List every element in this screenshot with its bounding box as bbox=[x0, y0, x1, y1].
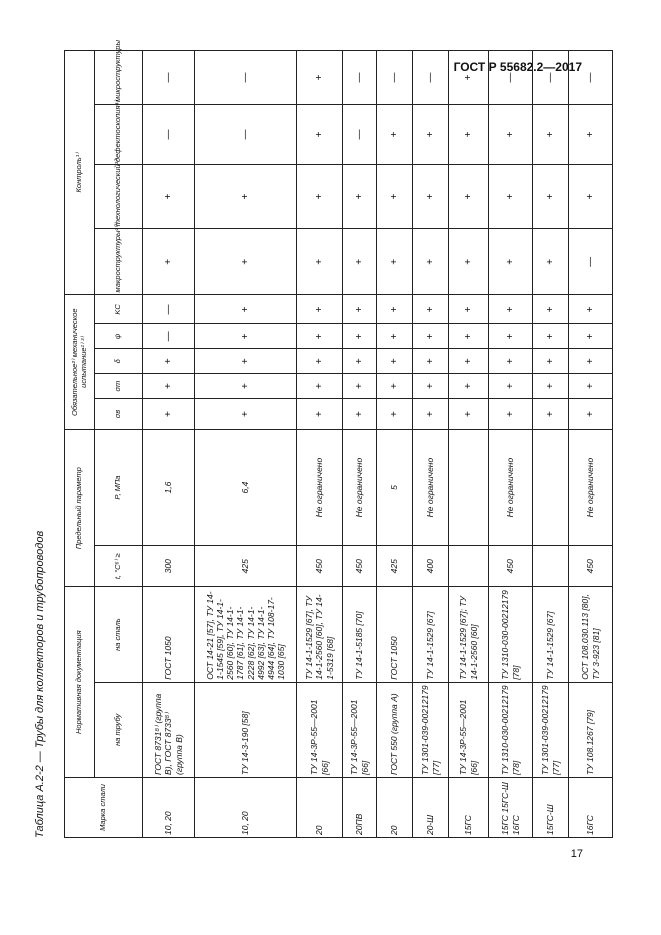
cell-macro: + bbox=[377, 229, 413, 295]
cell-pipe: ТУ 1301-039-00212179 [77] bbox=[413, 682, 449, 777]
cell-pipe: ТУ 1301-039-00212179 [77] bbox=[533, 682, 569, 777]
cell-psi: — bbox=[143, 324, 195, 349]
col-t-header: t, °C⁶⁾ ≥ bbox=[95, 546, 143, 587]
cell-defect: + bbox=[489, 104, 533, 164]
cell-p: Не ограничено bbox=[413, 430, 449, 546]
cell-defect: + bbox=[569, 104, 613, 164]
cell-psi: + bbox=[195, 324, 297, 349]
cell-pipe: ТУ 14-3Р-55—2001 [66] bbox=[343, 682, 377, 777]
cell-steel: ГОСТ 1050 bbox=[377, 587, 413, 682]
cell-t: 450 bbox=[297, 546, 343, 587]
col-ks-header: KC bbox=[95, 295, 143, 324]
cell-p: 6,4 bbox=[195, 430, 297, 546]
cell-psi: + bbox=[377, 324, 413, 349]
cell-grade: 15ГС-Ш bbox=[533, 777, 569, 837]
table-caption: Таблица А.2-2 — Трубы для коллекторов и трубопроводов bbox=[34, 530, 46, 838]
cell-t: 300 bbox=[143, 546, 195, 587]
cell-ks: + bbox=[449, 295, 489, 324]
cell-defect: — bbox=[143, 104, 195, 164]
cell-grade: 10, 20 bbox=[195, 777, 297, 837]
cell-tech: + bbox=[297, 165, 343, 229]
cell-steel: ТУ 14-1-1529 [67], ТУ 14-1-2560 [60], ТУ 14-1-5319 [68] bbox=[297, 587, 343, 682]
cell-defect: + bbox=[413, 104, 449, 164]
cell-defect: + bbox=[449, 104, 489, 164]
cell-micro: — bbox=[569, 51, 613, 105]
cell-steel: ТУ 14-1-1529 [67] bbox=[533, 587, 569, 682]
cell-macro: + bbox=[297, 229, 343, 295]
cell-micro: — bbox=[343, 51, 377, 105]
cell-d: + bbox=[195, 349, 297, 374]
cell-micro: — bbox=[489, 51, 533, 105]
cell-defect: + bbox=[377, 104, 413, 164]
cell-sb: + bbox=[569, 399, 613, 430]
cell-micro: — bbox=[377, 51, 413, 105]
cell-d: + bbox=[413, 349, 449, 374]
table-row bbox=[449, 51, 489, 838]
cell-p: Не ограничено bbox=[343, 430, 377, 546]
cell-d: + bbox=[533, 349, 569, 374]
cell-st: + bbox=[143, 374, 195, 399]
cell-tech: + bbox=[449, 165, 489, 229]
cell-defect: — bbox=[195, 104, 297, 164]
col-norm-doc-header: Нормативная документация bbox=[65, 587, 95, 778]
cell-grade: 16ГС bbox=[569, 777, 613, 837]
table-row bbox=[413, 51, 449, 838]
cell-pipe: ТУ 14-3Р-55—2001 [66] bbox=[297, 682, 343, 777]
cell-st: + bbox=[377, 374, 413, 399]
cell-tech: + bbox=[489, 165, 533, 229]
document-id: ГОСТ Р 55682.2—2017 bbox=[453, 60, 582, 74]
cell-pipe: ТУ 14-3Р-55—2001 [66] bbox=[449, 682, 489, 777]
table-row bbox=[489, 51, 533, 838]
col-micro-header: микроструктуры bbox=[95, 51, 143, 105]
cell-psi: + bbox=[343, 324, 377, 349]
cell-grade: 10, 20 bbox=[143, 777, 195, 837]
cell-micro: + bbox=[449, 51, 489, 105]
col-d-header: δ bbox=[95, 349, 143, 374]
cell-ks: + bbox=[533, 295, 569, 324]
cell-tech: + bbox=[195, 165, 297, 229]
col-p-header: P, МПа bbox=[95, 430, 143, 546]
cell-pipe: ТУ 1310-030-00212179 [78] bbox=[489, 682, 533, 777]
cell-micro: + bbox=[297, 51, 343, 105]
cell-defect: + bbox=[533, 104, 569, 164]
col-tech-header: технологический³⁾ bbox=[95, 165, 143, 229]
pipes-table bbox=[64, 40, 613, 838]
cell-psi: + bbox=[413, 324, 449, 349]
cell-macro: + bbox=[449, 229, 489, 295]
cell-ks: + bbox=[569, 295, 613, 324]
cell-grade: 20 bbox=[377, 777, 413, 837]
cell-pipe: ТУ 108.1267 [79] bbox=[569, 682, 613, 777]
cell-ks: + bbox=[343, 295, 377, 324]
col-control-header: Контроль¹⁾ bbox=[65, 51, 95, 295]
cell-t bbox=[533, 546, 569, 587]
cell-macro: + bbox=[413, 229, 449, 295]
cell-t: 425 bbox=[377, 546, 413, 587]
cell-macro: + bbox=[195, 229, 297, 295]
cell-grade: 20ПВ bbox=[343, 777, 377, 837]
cell-p: Не ограничено bbox=[297, 430, 343, 546]
cell-sb: + bbox=[489, 399, 533, 430]
cell-steel: ТУ 14-1-1529 [67]; ТУ 14-1-2560 [60] bbox=[449, 587, 489, 682]
cell-psi: + bbox=[569, 324, 613, 349]
cell-steel: ГОСТ 1050 bbox=[143, 587, 195, 682]
cell-ks: — bbox=[143, 295, 195, 324]
col-steel-header: на сталь bbox=[95, 587, 143, 682]
cell-d: + bbox=[297, 349, 343, 374]
cell-ks: + bbox=[297, 295, 343, 324]
cell-macro: + bbox=[343, 229, 377, 295]
cell-grade: 20 bbox=[297, 777, 343, 837]
cell-steel-part: ТУ 14-1-2560 [60] bbox=[458, 596, 479, 680]
table-row bbox=[569, 51, 613, 838]
cell-tech: + bbox=[413, 165, 449, 229]
cell-psi: + bbox=[449, 324, 489, 349]
cell-pipe: ГОСТ 550 (группа А) bbox=[377, 682, 413, 777]
cell-pipe: ГОСТ 8731⁸⁾ (группа В), ГОСТ 8733⁸⁾ (группа В) bbox=[143, 682, 195, 777]
col-psi-header: ψ bbox=[95, 324, 143, 349]
cell-macro: + bbox=[143, 229, 195, 295]
col-st-header: σт bbox=[95, 374, 143, 399]
cell-steel: ТУ 14-1-5185 [70] bbox=[343, 587, 377, 682]
col-limits-header: Предельный параметр bbox=[65, 430, 95, 587]
cell-ks: + bbox=[413, 295, 449, 324]
cell-grade: 20-Ш bbox=[413, 777, 449, 837]
table-row bbox=[533, 51, 569, 838]
col-defect-header: дефектоскопия⁴⁾ bbox=[95, 104, 143, 164]
cell-d: + bbox=[569, 349, 613, 374]
cell-st: + bbox=[413, 374, 449, 399]
table-row bbox=[377, 51, 413, 838]
cell-defect: — bbox=[343, 104, 377, 164]
col-grade-header: Марка стали bbox=[65, 777, 143, 837]
table-row bbox=[195, 51, 297, 838]
cell-defect: + bbox=[297, 104, 343, 164]
cell-st: + bbox=[343, 374, 377, 399]
cell-sb: + bbox=[343, 399, 377, 430]
cell-tech: + bbox=[343, 165, 377, 229]
cell-macro: + bbox=[489, 229, 533, 295]
cell-steel: ТУ 1310-030-00212179 [78] bbox=[489, 587, 533, 682]
cell-sb: + bbox=[297, 399, 343, 430]
cell-grade: 15ГС 15ГС-Ш 16ГС bbox=[489, 777, 533, 837]
cell-tech: + bbox=[377, 165, 413, 229]
cell-p: 1,6 bbox=[143, 430, 195, 546]
cell-psi: + bbox=[533, 324, 569, 349]
cell-st: + bbox=[533, 374, 569, 399]
cell-steel-part: ТУ 14-1-1529 [67] bbox=[458, 611, 469, 680]
cell-tech: + bbox=[533, 165, 569, 229]
cell-d: + bbox=[449, 349, 489, 374]
cell-psi: + bbox=[489, 324, 533, 349]
cell-macro: + bbox=[533, 229, 569, 295]
cell-sb: + bbox=[449, 399, 489, 430]
cell-grade: 15ГС bbox=[449, 777, 489, 837]
cell-t: 400 bbox=[413, 546, 449, 587]
cell-ks: + bbox=[195, 295, 297, 324]
table-row bbox=[343, 51, 377, 838]
cell-t: 425 bbox=[195, 546, 297, 587]
table-row bbox=[297, 51, 343, 838]
col-mech-header: Обязательное²⁾ механическое испытание¹⁾ ³⁾ bbox=[65, 295, 95, 430]
cell-t: 450 bbox=[489, 546, 533, 587]
cell-st: + bbox=[569, 374, 613, 399]
cell-psi: + bbox=[297, 324, 343, 349]
cell-p bbox=[533, 430, 569, 546]
cell-sb: + bbox=[413, 399, 449, 430]
cell-t: 450 bbox=[569, 546, 613, 587]
cell-tech: + bbox=[569, 165, 613, 229]
cell-micro: — bbox=[195, 51, 297, 105]
table-row bbox=[143, 51, 195, 838]
cell-pipe: ТУ 14-3-190 [58] bbox=[195, 682, 297, 777]
cell-tech: + bbox=[143, 165, 195, 229]
cell-t: 450 bbox=[343, 546, 377, 587]
cell-sb: + bbox=[377, 399, 413, 430]
cell-micro: — bbox=[413, 51, 449, 105]
cell-sb: + bbox=[143, 399, 195, 430]
cell-micro: — bbox=[143, 51, 195, 105]
cell-steel: ОСТ 108.030.113 [80], ТУ 3-923 [81] bbox=[569, 587, 613, 682]
cell-t bbox=[449, 546, 489, 587]
cell-steel: ОСТ 14-21 [57], ТУ 14-1-1545 [59], ТУ 14-1-2560 [60], ТУ 14-1-1787 [61], ТУ 14-1-2228 [62], ТУ 14-1-4992 [63], ТУ 14-1-4944 [64], ТУ 108-17-1030 [65] bbox=[195, 587, 297, 682]
cell-d: + bbox=[343, 349, 377, 374]
cell-sb: + bbox=[533, 399, 569, 430]
cell-p: 5 bbox=[377, 430, 413, 546]
cell-p: Не ограничено bbox=[569, 430, 613, 546]
cell-st: + bbox=[449, 374, 489, 399]
cell-ks: + bbox=[377, 295, 413, 324]
cell-st: + bbox=[489, 374, 533, 399]
cell-ks: + bbox=[489, 295, 533, 324]
cell-p: Не ограничено bbox=[489, 430, 533, 546]
cell-sb: + bbox=[195, 399, 297, 430]
cell-d: + bbox=[377, 349, 413, 374]
cell-d: + bbox=[489, 349, 533, 374]
cell-st: + bbox=[195, 374, 297, 399]
cell-p bbox=[449, 430, 489, 546]
cell-macro: — bbox=[569, 229, 613, 295]
col-pipe-header: на трубу bbox=[95, 682, 143, 777]
cell-st: + bbox=[297, 374, 343, 399]
col-macro-header: макроструктуры¹⁰⁾ bbox=[95, 229, 143, 295]
cell-micro: — bbox=[533, 51, 569, 105]
rotated-table-block bbox=[30, 40, 601, 838]
cell-d: + bbox=[143, 349, 195, 374]
page-number: 17 bbox=[570, 848, 583, 860]
cell-steel: ТУ 14-1-1529 [67] bbox=[413, 587, 449, 682]
col-sb-header: σв bbox=[95, 399, 143, 430]
